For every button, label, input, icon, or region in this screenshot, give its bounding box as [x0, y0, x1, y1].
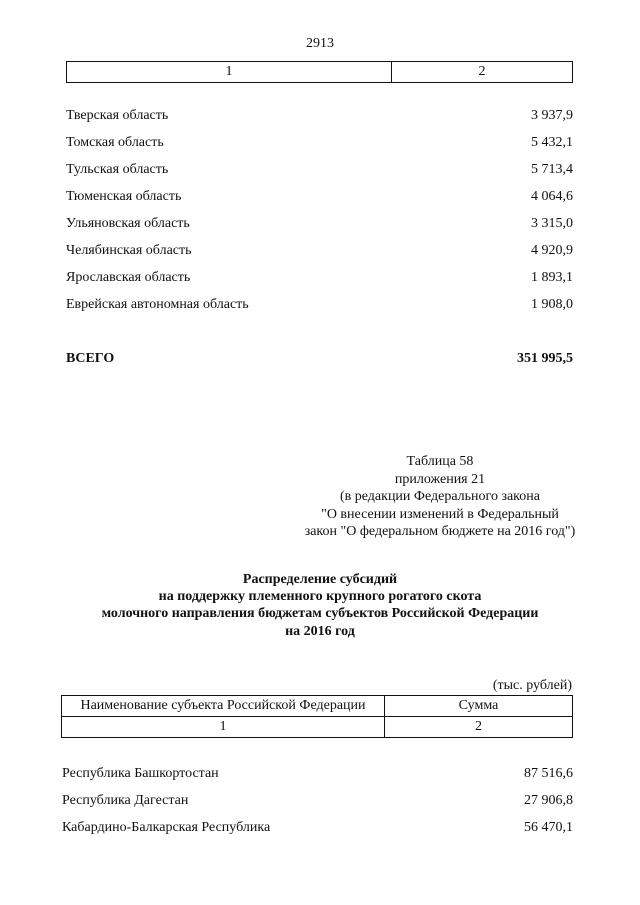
region-value: 5 713,4	[531, 162, 573, 177]
column-number-header	[66, 61, 573, 83]
region-name: Республика Дагестан	[62, 793, 189, 808]
column-number-2: 2	[391, 62, 572, 82]
table-row	[62, 820, 573, 838]
table-row	[66, 216, 573, 234]
region-name: Тверская область	[66, 108, 169, 123]
table-row	[62, 766, 573, 784]
table-row	[66, 270, 573, 288]
column-number-1: 1	[219, 719, 227, 734]
column-header-subject: Наименование субъекта Российской Федерации	[80, 698, 366, 713]
region-value: 3 315,0	[531, 216, 573, 231]
region-value: 4 064,6	[531, 189, 573, 204]
table-row	[66, 243, 573, 261]
table-title	[0, 571, 640, 640]
total-label: ВСЕГО	[66, 351, 115, 366]
region-name: Республика Башкортостан	[62, 766, 219, 781]
table-row	[62, 793, 573, 811]
region-name: Тульская область	[66, 162, 169, 177]
appendix-note-line: (в редакции Федерального закона	[340, 489, 540, 504]
region-name: Кабардино-Балкарская Республика	[62, 820, 271, 835]
region-value: 56 470,1	[524, 820, 573, 835]
page-number: 2913	[306, 36, 334, 51]
table-row	[66, 189, 573, 207]
appendix-note-line: закон "О федеральном бюджете на 2016 год")	[304, 524, 576, 539]
units-label: (тыс. рублей)	[492, 678, 572, 693]
region-value: 3 937,9	[531, 108, 573, 123]
table-header	[61, 695, 573, 738]
region-value: 4 920,9	[531, 243, 573, 258]
region-value: 1 893,1	[531, 270, 573, 285]
region-value: 87 516,6	[524, 766, 573, 781]
region-value: 1 908,0	[531, 297, 573, 312]
table-title-line: Распределение субсидий	[242, 572, 398, 587]
appendix-note-line: "О внесении изменений в Федеральный	[321, 506, 559, 522]
column-header-amount: Сумма	[384, 696, 572, 716]
table-row	[66, 135, 573, 153]
table-row	[66, 108, 573, 126]
region-name: Томская область	[66, 135, 164, 150]
table-row	[66, 162, 573, 180]
region-value: 27 906,8	[524, 793, 573, 808]
appendix-note	[300, 453, 580, 541]
region-name: Ульяновская область	[66, 216, 190, 231]
appendix-note-line: приложения 21	[394, 471, 486, 487]
region-name: Еврейская автономная область	[66, 297, 249, 312]
table-title-line: на 2016 год	[285, 623, 355, 639]
region-name: Ярославская область	[66, 270, 191, 285]
table-row	[66, 297, 573, 315]
total-row	[66, 351, 573, 369]
column-number-2: 2	[384, 717, 572, 737]
total-value: 351 995,5	[517, 351, 573, 366]
appendix-note-line: Таблица 58	[406, 454, 474, 469]
region-name: Челябинская область	[66, 243, 192, 258]
column-number-1: 1	[225, 64, 233, 79]
table-title-line: на поддержку племенного крупного рогатого скота	[158, 589, 482, 605]
region-value: 5 432,1	[531, 135, 573, 150]
table-header-number-row	[62, 716, 572, 737]
region-name: Тюменская область	[66, 189, 182, 204]
table-header-row	[62, 696, 572, 716]
table-title-line: молочного направления бюджетам субъектов Российской Федерации	[101, 606, 539, 622]
